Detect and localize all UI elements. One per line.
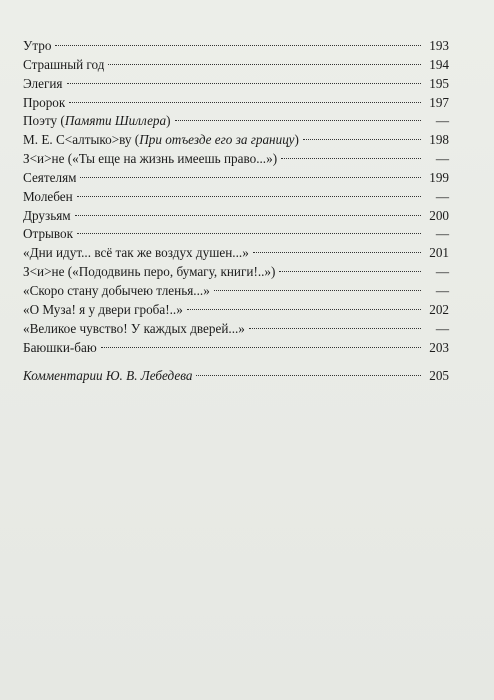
- dot-leader: [281, 158, 421, 159]
- toc-entry-title: «О Муза! я у двери гроба!..»: [23, 301, 183, 317]
- dot-leader: [77, 233, 421, 234]
- toc-entry: [23, 225, 449, 244]
- separator: [23, 357, 449, 367]
- toc-entry-title: Страшный год: [23, 56, 105, 72]
- toc-entry: [23, 150, 449, 169]
- dot-leader: [253, 252, 421, 253]
- dot-leader: [175, 120, 421, 121]
- dot-leader: [196, 375, 421, 376]
- toc-entry: [23, 112, 449, 131]
- toc-entry-page: 200: [429, 207, 449, 223]
- toc-entry: [23, 263, 449, 282]
- toc-entry-commentary: [23, 367, 449, 386]
- dot-leader: [77, 196, 421, 197]
- toc-entry-title: М. Е. С<алтыко>ву (При отъезде его за границу): [23, 132, 299, 148]
- toc-entry-title: Друзьям: [23, 207, 71, 223]
- toc-entry: [23, 282, 449, 301]
- toc-entry-page: —: [435, 282, 449, 298]
- toc-entry-title: Комментарии Ю. В. Лебедева: [23, 368, 193, 384]
- toc-entry: [23, 37, 449, 56]
- toc-entry-title: Поэту (Памяти Шиллера): [23, 113, 171, 129]
- toc-entry-title: З<и>не («Пододвинь перо, бумагу, книги!..»): [23, 264, 276, 280]
- toc-entry: [23, 339, 449, 358]
- toc-entry-title: «Великое чувство! У каждых дверей...»: [23, 320, 245, 336]
- toc-entry: [23, 56, 449, 75]
- toc-entry-page: —: [435, 264, 449, 280]
- toc-entry-subtitle: При отъезде его за границу: [139, 132, 295, 148]
- toc-entry: [23, 207, 449, 226]
- dot-leader: [101, 347, 421, 348]
- toc-entry-title: Элегия: [23, 75, 63, 91]
- dot-leader: [67, 83, 422, 84]
- toc-entry-page: 194: [429, 56, 449, 72]
- dot-leader: [279, 271, 421, 272]
- toc-entry-page: —: [435, 226, 449, 242]
- toc-entry: [23, 94, 449, 113]
- toc-entry-title: Баюшки-баю: [23, 339, 97, 355]
- toc-entry-subtitle: Памяти Шиллера: [64, 113, 167, 129]
- toc-entry-title: Молебен: [23, 188, 73, 204]
- toc-entry: [23, 75, 449, 94]
- dot-leader: [187, 309, 421, 310]
- dot-leader: [214, 290, 421, 291]
- toc-entry-title: З<и>не («Ты еще на жизнь имеешь право...»): [23, 151, 278, 167]
- toc-entry: [23, 320, 449, 339]
- toc-entry-page: —: [435, 320, 449, 336]
- toc-entry-title: Пророк: [23, 94, 66, 110]
- toc-entry-page: 199: [429, 169, 449, 185]
- dot-leader: [75, 215, 421, 216]
- toc-entry-page: 193: [429, 38, 449, 53]
- toc-entry-title: Отрывок: [23, 226, 74, 242]
- toc-entry: [23, 244, 449, 263]
- toc-entry-page: 202: [429, 301, 449, 317]
- toc-entry-title: Утро: [23, 38, 52, 53]
- toc-entry-page: 205: [429, 368, 449, 384]
- toc-entry-page: 195: [429, 75, 449, 91]
- toc-entry-page: —: [435, 113, 449, 129]
- dot-leader: [80, 177, 421, 178]
- toc-entry-page: 201: [429, 245, 449, 261]
- table-of-contents: [23, 37, 449, 386]
- toc-entry-page: 203: [429, 339, 449, 355]
- toc-entry-title: «Дни идут... всё так же воздух душен...»: [23, 245, 249, 261]
- dot-leader: [303, 139, 421, 140]
- dot-leader: [55, 45, 421, 46]
- dot-leader: [249, 328, 421, 329]
- toc-entry-title: «Скоро стану добычею тленья...»: [23, 282, 210, 298]
- toc-entry: [23, 131, 449, 150]
- toc-entry-page: 198: [429, 132, 449, 148]
- toc-entry: [23, 301, 449, 320]
- dot-leader: [69, 102, 421, 103]
- toc-entry-page: —: [435, 188, 449, 204]
- toc-entry-page: —: [435, 151, 449, 167]
- toc-entry-page: 197: [429, 94, 449, 110]
- toc-entry: [23, 188, 449, 207]
- dot-leader: [108, 64, 421, 65]
- toc-entry-title: Сеятелям: [23, 169, 77, 185]
- toc-entry: [23, 169, 449, 188]
